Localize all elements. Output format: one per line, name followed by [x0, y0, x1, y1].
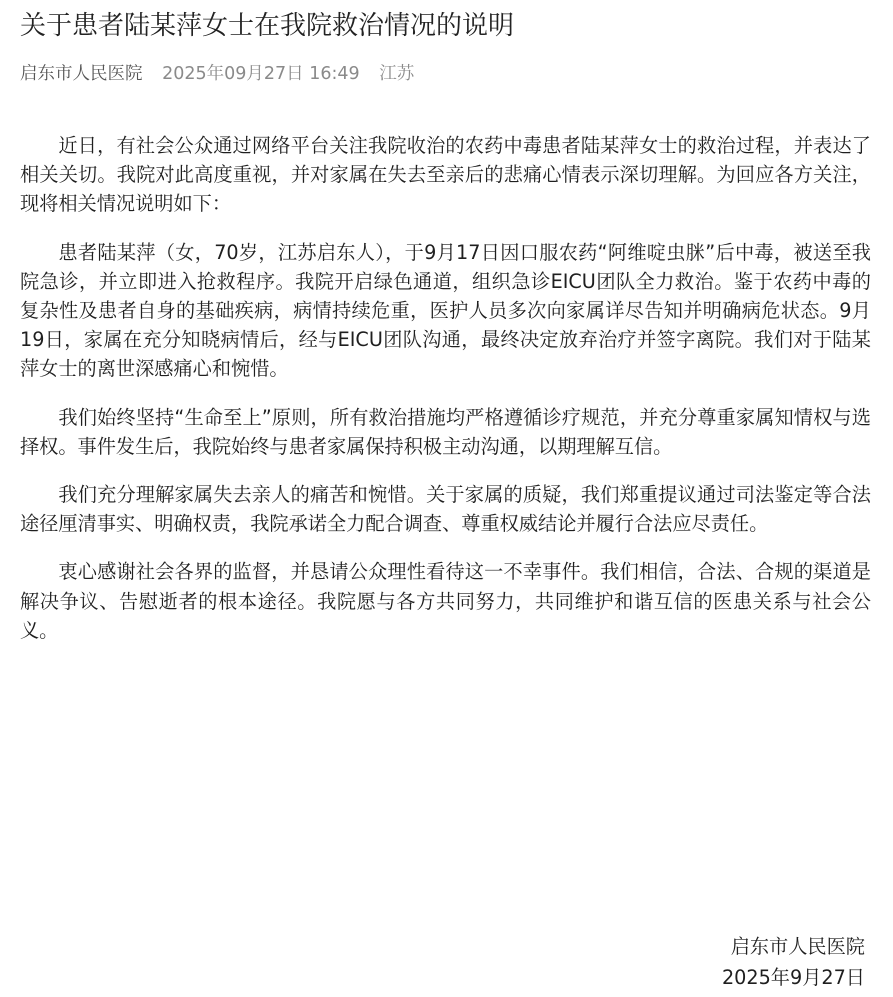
signature-org: 启东市人民医院	[730, 935, 865, 958]
paragraph: 近日，有社会公众通过网络平台关注我院收治的农药中毒患者陆某萍女士的救治过程，并表达了相关关切。我院对此高度重视，并对家属在失去至亲后的悲痛心情表示深切理解。为回应各方关注，现将相关情况说明如下：	[20, 134, 871, 216]
article-meta	[20, 59, 414, 89]
article-title: 关于患者陆某萍女士在我院救治情况的说明	[20, 11, 515, 41]
article-body	[20, 131, 871, 664]
article-source[interactable]: 启东市人民医院	[20, 64, 143, 84]
signature	[722, 931, 865, 993]
article-datetime: 2025年09月27日 16:49	[162, 64, 360, 84]
article-location: 江苏	[379, 64, 415, 84]
paragraph: 我们始终坚持“生命至上”原则，所有救治措施均严格遵循诊疗规范，并充分尊重家属知情权与选择权。事件发生后，我院始终与患者家属保持积极主动沟通，以期理解互信。	[20, 405, 871, 458]
paragraph: 衷心感谢社会各界的监督，并恳请公众理性看待这一不幸事件。我们相信，合法、合规的渠道是解决争议、告慰逝者的根本途径。我院愿与各方共同努力，共同维护和谐互信的医患关系与社会公义。	[20, 560, 871, 642]
signature-date: 2025年9月27日	[721, 966, 865, 989]
paragraph: 患者陆某萍（女，70岁，江苏启东人），于9月17日因口服农药“阿维啶虫脒”后中毒，被送至我院急诊，并立即进入抢救程序。我院开启绿色通道，组织急诊EICU团队全力救治。鉴于农药中毒的复杂性及患者自身的基础疾病，病情持续危重，医护人员多次向家属详尽告知并明确病危状态。9月19日，家属在充分知晓病情后，经与EICU团队沟通，最终决定放弃治疗并签字离院。我们对于陆某萍女士的离世深感痛心和惋惜。	[20, 240, 871, 381]
paragraph: 我们充分理解家属失去亲人的痛苦和惋惜。关于家属的质疑，我们郑重提议通过司法鉴定等合法途径厘清事实、明确权责，我院承诺全力配合调查、尊重权威结论并履行合法应尽责任。	[20, 483, 871, 536]
